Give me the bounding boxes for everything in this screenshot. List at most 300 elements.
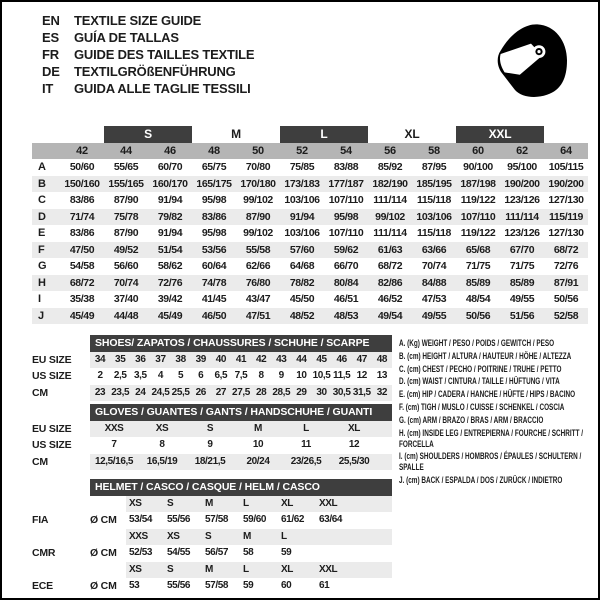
table-cell: 60/64 xyxy=(201,260,227,272)
table-cell: 43 xyxy=(271,352,291,369)
table-cell: 87/90 xyxy=(113,194,139,206)
table-cell: 115/119 xyxy=(549,210,583,223)
table-cell: M xyxy=(234,421,282,438)
legend-item: C. (cm) CHEST / PECHO / POITRINE / TRUHE / PETTO xyxy=(399,363,562,374)
table-cell: 85/89 xyxy=(465,276,491,289)
table-cell: 8 xyxy=(159,439,165,450)
helmet-size-header-row xyxy=(32,562,392,579)
table-cell: 59/62 xyxy=(333,243,359,256)
table-row-cmr xyxy=(32,545,392,562)
row-label: CM xyxy=(32,386,48,399)
table-cell: 99/102 xyxy=(243,194,273,206)
language-row xyxy=(42,63,254,80)
table-cell: M xyxy=(202,562,240,579)
table-cell: 51/54 xyxy=(157,243,183,256)
table-cell: 190/200 xyxy=(548,177,584,190)
shoes-title-row xyxy=(32,335,392,352)
shoes-rows xyxy=(32,352,392,402)
spacer xyxy=(32,143,60,159)
table-cell: S xyxy=(164,562,202,579)
table-cell: 71/75 xyxy=(509,260,535,272)
table-cell: 23 xyxy=(90,385,110,402)
table-cell: XXL xyxy=(316,496,354,513)
table-cell: 11,5 xyxy=(333,370,351,381)
table-cell: L xyxy=(240,496,278,513)
shoes-title: SHOES/ ZAPATOS / CHAUSSURES / SCHUHE / SCARPE xyxy=(90,335,392,352)
table-cell: 55/56 xyxy=(167,580,191,591)
spacer xyxy=(316,545,354,562)
row-letter: C xyxy=(38,194,46,206)
table-cell: 111/114 xyxy=(505,210,539,223)
table-cell: 70/80 xyxy=(245,161,271,173)
table-cell: 67/70 xyxy=(509,243,535,256)
table-cell: 47/53 xyxy=(421,293,447,305)
guide-title: TEXTILE SIZE GUIDE xyxy=(74,13,202,28)
table-cell: 95/98 xyxy=(201,194,227,206)
legend-item: A. (Kg) WEIGHT / PESO / POIDS / GEWITCH / PESO xyxy=(399,338,555,348)
table-cell: 72/76 xyxy=(157,276,183,289)
table-cell: 91/94 xyxy=(289,210,315,223)
size-number: 46 xyxy=(164,145,176,157)
size-group-xxl: XXL xyxy=(456,126,544,143)
table-cell: 127/130 xyxy=(548,194,584,206)
table-cell: 59 xyxy=(281,547,292,558)
table-cell: 36 xyxy=(130,352,150,369)
table-row-c xyxy=(32,192,588,209)
size-number: 48 xyxy=(208,145,220,157)
table-cell: 56/57 xyxy=(205,547,229,558)
table-cell: XXS xyxy=(90,421,138,438)
table-cell: 42 xyxy=(251,352,271,369)
table-cell: 61 xyxy=(319,580,330,591)
table-cell: 87/91 xyxy=(553,276,579,289)
table-cell: 10,5 xyxy=(312,370,331,381)
table-cell: 95/98 xyxy=(333,210,359,223)
size-number: 42 xyxy=(76,145,88,157)
table-cell: 119/122 xyxy=(460,227,496,239)
row-label: US SIZE xyxy=(32,439,72,451)
size-number: 52 xyxy=(296,145,308,157)
table-cell: XS xyxy=(164,529,202,546)
table-cell: 45/49 xyxy=(69,309,95,322)
table-cell: XS xyxy=(126,496,164,513)
table-cell: 170/180 xyxy=(240,177,276,190)
table-cell: 10 xyxy=(252,439,264,450)
unit-label: Ø CM xyxy=(90,580,117,592)
table-cell: 50/56 xyxy=(465,309,491,322)
table-cell: 68/72 xyxy=(377,260,403,272)
table-cell: 160/170 xyxy=(152,177,188,190)
table-cell: 28 xyxy=(251,385,271,402)
table-cell: 78/82 xyxy=(289,276,315,289)
table-cell: 55/56 xyxy=(167,514,191,525)
table-row-f xyxy=(32,242,588,259)
table-cell: 127/130 xyxy=(548,227,584,239)
table-cell: 68/72 xyxy=(69,276,95,289)
table-cell: 83/86 xyxy=(69,194,95,206)
table-cell: 62/66 xyxy=(245,260,271,272)
table-cell: 187/198 xyxy=(460,177,496,190)
table-cell: 16,5/19 xyxy=(138,454,186,471)
language-row xyxy=(42,46,254,63)
table-cell: 103/106 xyxy=(284,194,320,206)
table-cell: 87/95 xyxy=(421,161,447,173)
size-group-header-row xyxy=(32,126,588,143)
language-code: IT xyxy=(42,81,54,96)
table-cell: 123/126 xyxy=(504,194,540,206)
row-letter: E xyxy=(38,227,46,239)
table-cell: 87/90 xyxy=(113,227,139,239)
table-cell: 51/56 xyxy=(509,309,535,322)
row-letter: A xyxy=(38,161,46,173)
table-cell: 45 xyxy=(311,352,331,369)
gloves-rows xyxy=(32,421,392,471)
helmet-size-header-row xyxy=(32,529,392,546)
size-number: 54 xyxy=(340,145,352,157)
table-cell: 6,5 xyxy=(214,370,228,381)
helmet-size-header-row xyxy=(32,496,392,513)
table-cell: 49/55 xyxy=(421,309,447,322)
table-cell: 111/114 xyxy=(373,194,407,206)
size-number: 60 xyxy=(472,145,484,157)
table-cell: 70/74 xyxy=(421,260,447,272)
table-cell: 53/54 xyxy=(129,514,153,525)
table-cell: 60 xyxy=(281,580,292,591)
table-cell: 59/60 xyxy=(243,514,267,525)
spacer xyxy=(378,421,392,438)
size-number: 50 xyxy=(252,145,264,157)
table-row-e xyxy=(32,225,588,242)
table-cell: 24 xyxy=(130,385,150,402)
table-cell: 61/62 xyxy=(281,514,305,525)
table-cell: 123/126 xyxy=(504,227,540,239)
table-cell: 41/45 xyxy=(201,293,227,305)
unit-label: Ø CM xyxy=(90,514,117,526)
table-cell: 185/195 xyxy=(416,177,452,190)
row-label xyxy=(32,496,90,513)
table-cell: 48 xyxy=(372,352,392,369)
table-cell: L xyxy=(240,562,278,579)
row-letter: G xyxy=(38,260,47,272)
table-row-eu-size xyxy=(32,421,392,438)
row-label xyxy=(32,562,90,579)
table-row-a xyxy=(32,159,588,176)
measurement-legend xyxy=(399,338,591,488)
table-cell: 47 xyxy=(352,352,372,369)
size-number: 64 xyxy=(560,145,572,157)
table-cell: 50/56 xyxy=(553,293,579,305)
racing-helmet-icon xyxy=(491,16,571,108)
table-cell: 30 xyxy=(311,385,331,402)
guide-title: TEXTILGRÖßENFÜHRUNG xyxy=(74,64,236,79)
language-row xyxy=(42,80,254,97)
table-cell: 53 xyxy=(129,580,140,591)
table-cell: 57/58 xyxy=(205,514,229,525)
table-cell: 7,5 xyxy=(234,370,248,381)
table-row-j xyxy=(32,308,588,325)
row-label: ECE xyxy=(32,580,53,592)
table-cell: 95/100 xyxy=(507,161,537,173)
table-cell: 111/114 xyxy=(373,227,407,239)
table-cell: 119/122 xyxy=(460,194,496,206)
language-code: EN xyxy=(42,13,60,28)
table-row-ece xyxy=(32,578,392,595)
helmet-table xyxy=(32,479,392,595)
size-number: 58 xyxy=(428,145,440,157)
row-label xyxy=(32,529,90,546)
legend-item: I. (cm) SHOULDERS / HOMBROS / ÉPAULES / SCHULTERN / SPALLE xyxy=(399,451,582,473)
table-cell: 60/70 xyxy=(157,161,183,173)
table-cell: 65/68 xyxy=(465,243,491,256)
table-cell: 71/74 xyxy=(69,210,95,223)
spacer xyxy=(354,496,392,513)
table-cell: XS xyxy=(138,421,186,438)
table-cell: 49/52 xyxy=(113,243,139,256)
table-cell: 173/183 xyxy=(284,177,320,190)
shoes-table xyxy=(32,335,392,401)
guide-title: GUIDA ALLE TAGLIE TESSILI xyxy=(74,81,251,96)
table-cell: 11 xyxy=(301,439,311,450)
table-cell: 91/94 xyxy=(157,194,183,206)
table-cell: XS xyxy=(126,562,164,579)
table-cell: 23/26,5 xyxy=(282,454,330,471)
table-cell: 66/70 xyxy=(333,260,359,272)
language-code: DE xyxy=(42,64,60,79)
table-cell: 48/54 xyxy=(465,293,491,305)
table-cell: L xyxy=(282,421,330,438)
table-cell: 107/110 xyxy=(328,194,364,206)
size-number: 44 xyxy=(120,145,132,157)
table-cell: 34 xyxy=(90,352,110,369)
spacer xyxy=(354,529,392,546)
table-row-us-size xyxy=(32,368,392,385)
table-cell: 57/60 xyxy=(289,243,315,256)
table-cell: 8 xyxy=(258,370,264,381)
legend-item: D. (cm) WAIST / CINTURA / TAILLE / HÜFTUNG / VITA xyxy=(399,376,560,387)
table-cell: 24,5 xyxy=(150,385,170,402)
table-cell: 58/62 xyxy=(157,260,183,272)
table-cell: 44 xyxy=(291,352,311,369)
table-cell: 182/190 xyxy=(372,177,408,190)
table-cell: 165/175 xyxy=(196,177,232,190)
table-cell: 49/54 xyxy=(377,309,403,322)
spacer xyxy=(354,578,392,595)
table-cell: 150/160 xyxy=(64,177,100,190)
table-cell: 23,5 xyxy=(110,385,130,402)
row-label: CM xyxy=(32,455,48,468)
table-cell: 35 xyxy=(110,352,130,369)
table-cell: 9 xyxy=(278,370,284,381)
legend-item: H. (cm) INSIDE LEG / ENTREPIERNA / FOURCHE / SCHRITT / FORCELLA xyxy=(399,427,584,449)
spacer xyxy=(32,479,90,496)
row-letter: J xyxy=(38,309,44,322)
table-cell: 83/86 xyxy=(69,227,95,239)
table-cell: 45/49 xyxy=(157,309,183,322)
table-cell: 48/53 xyxy=(333,309,359,322)
size-group-m: M xyxy=(231,127,241,141)
table-cell: 103/106 xyxy=(284,227,320,239)
size-number-row xyxy=(32,143,588,159)
table-row-eu-size xyxy=(32,352,392,369)
table-cell: 13 xyxy=(376,370,388,381)
table-cell: 5 xyxy=(178,370,184,381)
spacer xyxy=(378,437,392,454)
spacer xyxy=(354,512,392,529)
table-cell: 52/58 xyxy=(553,309,579,322)
table-cell: 2,5 xyxy=(113,370,127,381)
row-label: EU SIZE xyxy=(32,422,72,435)
table-cell: 54/55 xyxy=(167,547,191,558)
table-cell: 91/94 xyxy=(157,227,183,239)
table-cell: 27 xyxy=(211,385,231,402)
table-cell: 190/200 xyxy=(504,177,540,190)
table-cell: 64/68 xyxy=(289,260,315,272)
table-cell: 12,5/16,5 xyxy=(90,454,138,471)
spacer xyxy=(32,335,90,352)
table-cell: 6 xyxy=(198,370,204,381)
table-cell: 56/60 xyxy=(113,260,139,272)
size-number: 56 xyxy=(384,145,396,157)
table-cell: 10 xyxy=(296,370,307,381)
table-cell: 57/58 xyxy=(205,580,229,591)
table-cell: 85/92 xyxy=(377,161,403,173)
table-cell: 7 xyxy=(111,439,117,450)
table-cell: 63/64 xyxy=(319,514,343,525)
table-cell: 55/65 xyxy=(113,161,139,173)
row-label: EU SIZE xyxy=(32,353,72,366)
table-cell: 46 xyxy=(332,352,352,369)
guide-title: GUIDE DES TAILLES TEXTILE xyxy=(74,47,255,62)
table-cell: 26 xyxy=(191,385,211,402)
table-cell: 72/76 xyxy=(553,260,579,272)
table-cell: 27,5 xyxy=(231,385,251,402)
table-cell: 47/50 xyxy=(69,243,95,256)
table-cell: XL xyxy=(330,421,378,438)
table-cell: 43/47 xyxy=(245,293,271,305)
size-number: 62 xyxy=(516,145,528,157)
table-cell: 63/66 xyxy=(421,243,447,256)
language-code: ES xyxy=(42,30,59,45)
table-cell: 4 xyxy=(157,370,164,381)
table-cell: 84/88 xyxy=(421,276,447,289)
table-cell: M xyxy=(202,496,240,513)
language-code: FR xyxy=(42,47,59,62)
table-cell: 37/40 xyxy=(113,293,139,305)
table-cell: 3,5 xyxy=(133,370,147,381)
guide-title: GUÍA DE TALLAS xyxy=(74,30,179,45)
table-cell: 75/78 xyxy=(113,210,139,223)
spacer xyxy=(32,404,90,421)
table-cell: 12 xyxy=(356,370,367,381)
table-cell: 58 xyxy=(243,547,254,558)
gloves-title-row xyxy=(32,404,392,421)
legend-item: J. (cm) BACK / ESPALDA / DOS / ZURÜCK / INDIETRO xyxy=(399,475,563,486)
language-title-list xyxy=(42,12,254,97)
table-cell: 48/52 xyxy=(289,309,315,322)
spacer xyxy=(316,529,354,546)
legend-item: G. (cm) ARM / BRAZO / BRAS / ARM / BRACCIO xyxy=(399,414,544,425)
racing-helmet-icon xyxy=(491,16,571,108)
table-cell: 47/51 xyxy=(245,309,271,322)
table-cell: 87/90 xyxy=(245,210,271,223)
table-cell: 53/56 xyxy=(201,243,227,256)
row-letter: B xyxy=(38,177,46,190)
language-row xyxy=(42,29,254,46)
table-cell: 75/85 xyxy=(289,161,315,173)
table-cell: 39 xyxy=(191,352,211,369)
table-row-d xyxy=(32,209,588,226)
table-cell: 39/42 xyxy=(157,293,183,305)
row-letter: I xyxy=(38,293,41,305)
table-row-us-size xyxy=(32,437,392,454)
table-cell: 45/50 xyxy=(289,293,315,305)
table-cell: 30,5 xyxy=(332,385,352,402)
measurement-rows xyxy=(32,159,588,324)
table-cell: 25,5/30 xyxy=(330,454,378,471)
unit-label xyxy=(90,562,126,579)
row-label: US SIZE xyxy=(32,370,72,382)
table-cell: 37 xyxy=(150,352,170,369)
table-cell: 83/88 xyxy=(333,161,359,173)
unit-label xyxy=(90,529,126,546)
table-cell: 46/50 xyxy=(201,309,227,322)
table-cell: 35/38 xyxy=(69,293,95,305)
table-cell: 12 xyxy=(348,439,360,450)
table-cell: 115/118 xyxy=(417,194,451,206)
helmet-title-row xyxy=(32,479,392,496)
table-cell: 65/75 xyxy=(201,161,227,173)
table-cell: 115/118 xyxy=(417,227,451,239)
table-cell: 41 xyxy=(231,352,251,369)
size-group-s: S xyxy=(104,126,192,143)
table-cell: XL xyxy=(278,496,316,513)
row-label: FIA xyxy=(32,514,49,526)
table-row-b xyxy=(32,176,588,193)
table-cell: 54/58 xyxy=(69,260,95,272)
table-cell: 55/58 xyxy=(245,243,271,256)
table-cell: 103/106 xyxy=(416,210,452,223)
legend-item: E. (cm) HIP / CADERA / HANCHE / HÜFTE / HIPS / BACINO xyxy=(399,389,576,400)
gloves-table xyxy=(32,404,392,470)
table-cell: 40 xyxy=(211,352,231,369)
table-cell: 61/63 xyxy=(377,243,403,256)
table-cell: XXS xyxy=(126,529,164,546)
table-cell: 2 xyxy=(97,370,103,381)
table-cell: 82/86 xyxy=(377,276,403,289)
language-row xyxy=(42,12,254,29)
unit-label: Ø CM xyxy=(90,547,117,559)
table-cell: M xyxy=(240,529,278,546)
helmet-title: HELMET / CASCO / CASQUE / HELM / CASCO xyxy=(90,479,392,496)
table-cell: 32 xyxy=(372,385,392,402)
table-cell: 68/72 xyxy=(553,243,579,256)
row-letter: D xyxy=(38,210,46,223)
table-row-cm xyxy=(32,385,392,402)
table-cell: 85/89 xyxy=(509,276,535,289)
table-cell: 52/53 xyxy=(129,547,153,558)
row-letter: F xyxy=(38,243,45,256)
size-group-l: L xyxy=(280,126,368,143)
table-cell: 79/82 xyxy=(157,210,183,223)
table-cell: 59 xyxy=(243,580,254,591)
textile-size-table xyxy=(32,126,588,324)
size-group-xl: XL xyxy=(404,127,420,141)
table-cell: 20/24 xyxy=(234,454,282,471)
spacer xyxy=(354,545,392,562)
table-row-i xyxy=(32,291,588,308)
spacer xyxy=(378,454,392,471)
table-cell: 9 xyxy=(207,439,213,450)
